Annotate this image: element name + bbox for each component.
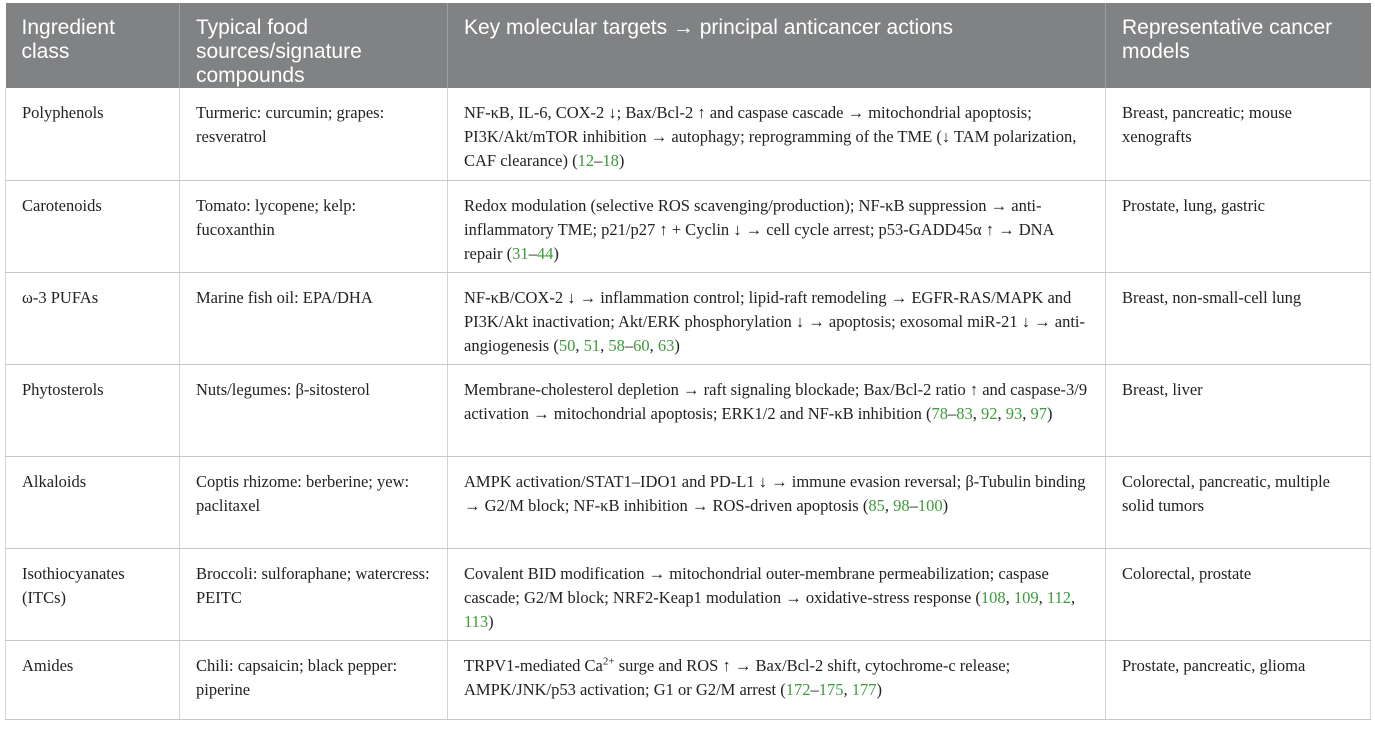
cell-molecular-targets [448,364,1106,456]
reference-link[interactable]: 63 [657,335,675,355]
cell-ingredient-class: Phytosterols [6,364,180,456]
reference-link[interactable]: 12 [577,151,595,170]
ref-separator: , [1022,403,1031,423]
close-paren: ) [618,151,625,170]
reference-link[interactable]: 50 [558,335,576,355]
cell-cancer-models: Breast, non-small-cell lung [1106,272,1371,364]
ref-separator: , [1005,587,1014,607]
ref-separator: , [600,335,609,355]
ref-separator: , [972,403,982,423]
reference-link[interactable]: 108 [980,587,1006,607]
reference-link[interactable]: 97 [1030,403,1048,423]
cell-molecular-targets [448,180,1106,272]
ref-separator: – [528,243,537,263]
table-row [6,272,1371,364]
cell-ingredient-class: Alkaloids [6,456,180,548]
reference-link[interactable]: 18 [602,151,619,170]
ref-separator: – [810,679,819,699]
close-paren: ) [876,679,882,699]
cell-ingredient-class: Isothiocyanates (ITCs) [6,548,180,640]
cell-cancer-models: Prostate, pancreatic, glioma [1106,640,1371,719]
header-cancer-models: Representative cancer models [1106,3,1371,88]
reference-link[interactable]: 100 [917,495,943,515]
close-paren: ) [674,335,680,355]
cell-food-sources: Marine fish oil: EPA/DHA [180,272,448,364]
ref-separator: – [624,335,634,355]
cell-cancer-models: Colorectal, prostate [1106,548,1371,640]
header-row [6,3,1371,88]
cell-molecular-targets [448,88,1106,180]
table-body [6,88,1371,719]
reference-link[interactable]: 51 [583,335,601,355]
cell-ingredient-class: Amides [6,640,180,719]
cell-cancer-models: Breast, pancreatic; mouse xenografts [1106,88,1371,180]
reference-link[interactable]: 175 [818,679,844,699]
cell-ingredient-class: ω-3 PUFAs [6,272,180,364]
cell-cancer-models: Breast, liver [1106,364,1371,456]
cell-food-sources: Broccoli: sulforaphane; watercress: PEITC [180,548,448,640]
table-row [6,640,1371,719]
ref-separator: , [575,335,584,355]
cell-food-sources: Tomato: lycopene; kelp: fucoxanthin [180,180,448,272]
actions-text: AMPK activation/STAT1–IDO1 and PD-L1 ↓ → immune evasion reversal; β-Tubulin binding → G2/M block; NF-κB inhibition → ROS-driven apoptosis ( [464,471,1086,515]
cell-food-sources: Coptis rhizome: berberine; yew: paclitaxel [180,456,448,548]
close-paren: ) [1047,403,1053,423]
header-molecular-targets: Key molecular targets → principal anticancer actions [448,3,1106,88]
reference-link[interactable]: 112 [1046,587,1072,607]
reference-link[interactable]: 92 [981,403,998,423]
cell-molecular-targets [448,640,1106,719]
ref-separator: , [1038,587,1047,607]
reference-link[interactable]: 78 [931,403,949,423]
cell-ingredient-class: Carotenoids [6,180,180,272]
actions-text-prefix: TRPV1-mediated Ca [464,655,603,675]
superscript-charge: 2+ [602,655,615,667]
actions-text: surge and ROS ↑ → Bax/Bcl-2 shift, cytochrome-c release; AMPK/JNK/p53 activation; G1 or G2/M arrest ( [464,655,1011,699]
cell-molecular-targets [448,272,1106,364]
reference-link[interactable]: 177 [851,679,877,699]
table-row [6,548,1371,640]
table-row [6,364,1371,456]
reference-link[interactable]: 58 [608,335,625,355]
cell-cancer-models: Colorectal, pancreatic, multiple solid tumors [1106,456,1371,548]
close-paren: ) [942,495,949,515]
ref-separator: – [948,403,957,423]
reference-link[interactable]: 85 [868,495,885,515]
reference-link[interactable]: 60 [633,335,650,355]
cell-cancer-models: Prostate, lung, gastric [1106,180,1371,272]
reference-link[interactable]: 113 [464,611,489,631]
table-row [6,180,1371,272]
reference-link[interactable]: 172 [785,679,811,699]
cell-molecular-targets [448,456,1106,548]
ref-separator: – [909,495,918,515]
ref-separator: , [843,679,852,699]
reference-link[interactable]: 44 [536,243,554,263]
cell-food-sources: Nuts/legumes: β-sitosterol [180,364,448,456]
table-header [6,3,1371,88]
cell-food-sources: Turmeric: curcumin; grapes: resveratrol [180,88,448,180]
actions-text: NF-κB/COX-2 ↓ → inflammation control; lipid-raft remodeling → EGFR-RAS/MAPK and PI3K/Akt inactivation; Akt/ERK phosphorylation ↓ → apoptosis; exosomal miR-21 ↓ → anti-angiogenesis ( [464,287,1085,355]
header-ingredient-class: Ingredient class [6,3,180,88]
cell-ingredient-class: Polyphenols [6,88,180,180]
actions-text: NF-κB, IL-6, COX-2 ↓; Bax/Bcl-2 ↑ and caspase cascade → mitochondrial apoptosis; PI3K/Akt/mTOR inhibition → autophagy; reprogramming of the TME (↓ TAM polarization, CAF clearance) ( [464,103,1077,170]
header-food-sources: Typical food sources/signature compounds [180,3,448,88]
data-table [5,3,1371,720]
table-row [6,88,1371,180]
cell-food-sources: Chili: capsaicin; black pepper: piperine [180,640,448,719]
actions-text: Membrane-cholesterol depletion → raft signaling blockade; Bax/Bcl-2 ratio ↑ and caspase-3/9 activation → mitochondrial apoptosis; ERK1/2 and NF-κB inhibition ( [464,379,1088,423]
reference-link[interactable]: 98 [893,495,910,515]
table-row [6,456,1371,548]
reference-link[interactable]: 93 [1005,403,1023,423]
ref-separator: , [884,495,894,515]
ref-separator: , [1071,587,1076,607]
actions-text: Covalent BID modification → mitochondrial outer-membrane permeabilization; caspase cascade; G2/M block; NRF2-Keap1 modulation → oxidative-stress response ( [464,563,1049,607]
reference-link[interactable]: 109 [1013,587,1039,607]
actions-text: Redox modulation (selective ROS scavenging/production); NF-κB suppression → anti-inflammatory TME; p21/p27 ↑ + Cyclin ↓ → cell cycle arrest; p53-GADD45α ↑ → DNA repair ( [464,195,1054,263]
ref-separator: , [997,403,1006,423]
reference-link[interactable]: 31 [512,243,529,263]
cell-molecular-targets [448,548,1106,640]
reference-link[interactable]: 83 [956,403,973,423]
close-paren: ) [553,243,559,263]
close-paren: ) [488,611,494,631]
ref-separator: , [649,335,658,355]
ref-separator: – [594,151,603,170]
